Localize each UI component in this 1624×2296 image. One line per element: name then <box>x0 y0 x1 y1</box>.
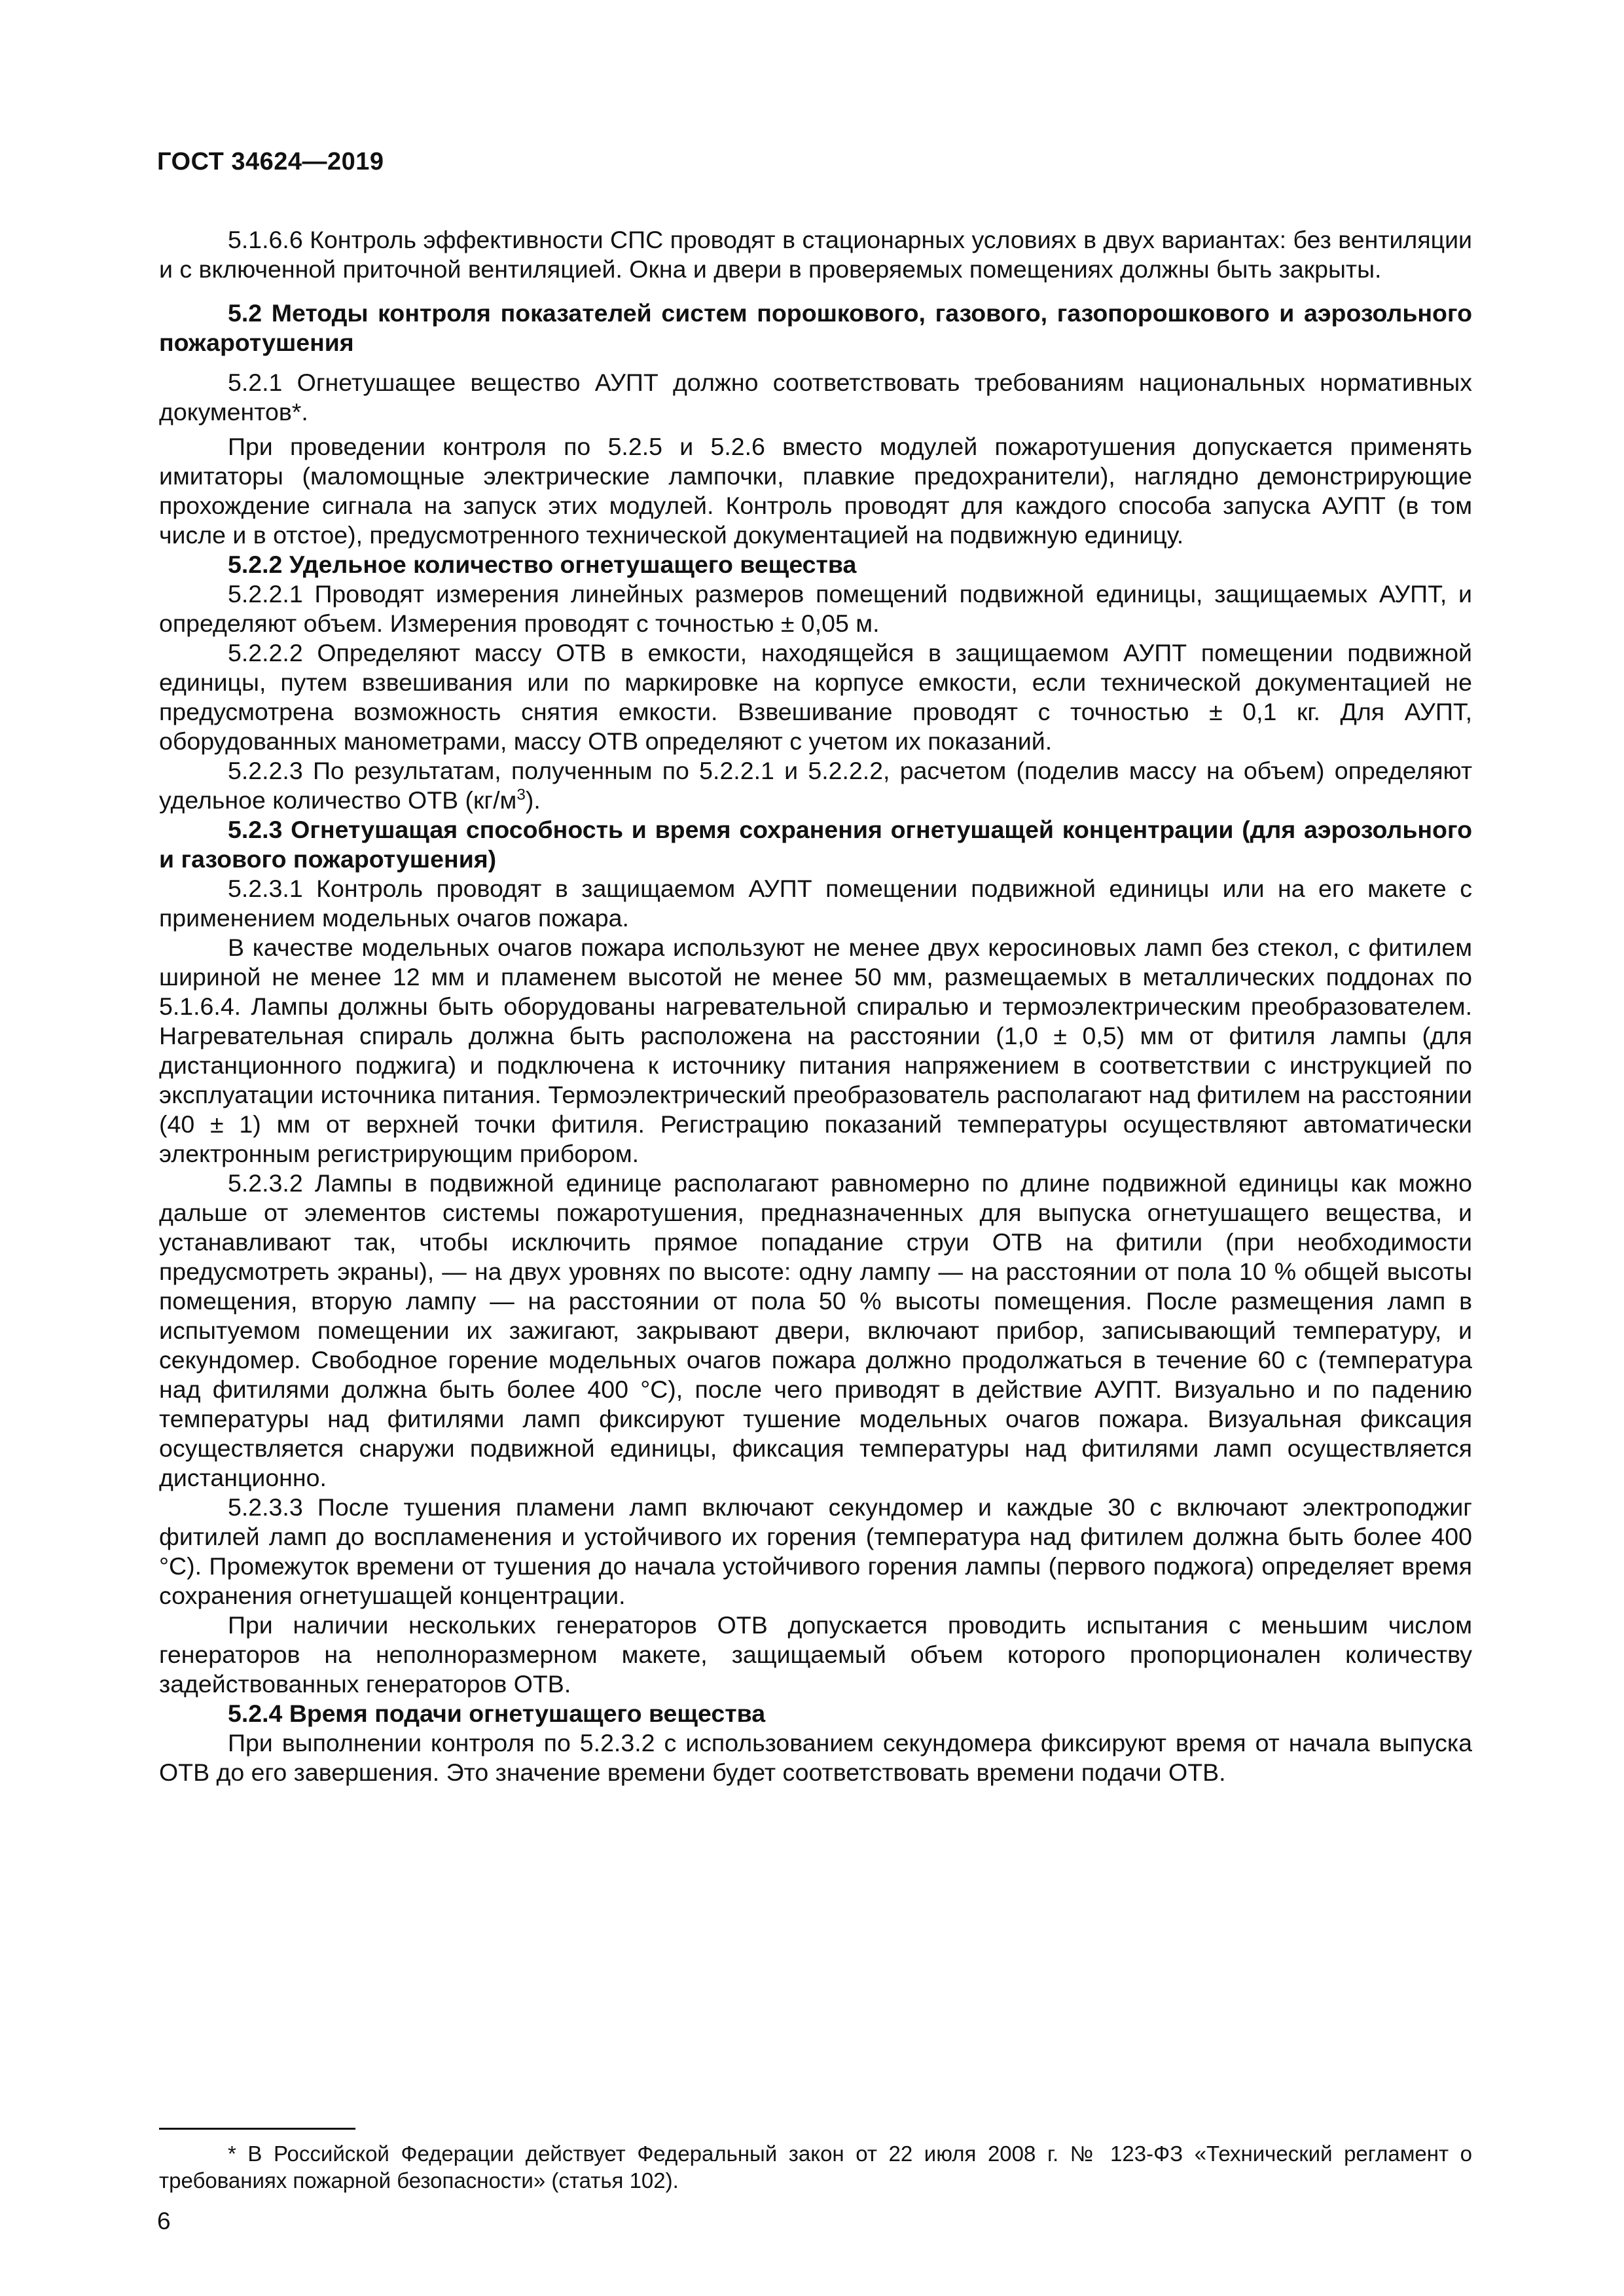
document-body <box>159 225 1472 1787</box>
subsection-heading-5-2-3: 5.2.3 Огнетушащая способность и время сохранения огнетушащей концентрации (для аэрозольного и газового пожаротушения) <box>159 816 1472 873</box>
paragraph-5-2-1: 5.2.1 Огнетушащее вещество АУПТ должно соответствовать требованиям национальных нормативных документов*. <box>159 369 1472 426</box>
paragraph-5-2-3-3: 5.2.3.3 После тушения пламени ламп включают секундомер и каждые 30 с включают электроподжиг фитилей ламп до воспламенения и устойчивого их горения (температура над фитилем должна быть более 400 °С). Промежуток времени от тушения до начала устойчивого горения лампы (первого поджога) определяет время сохранения огнетушащей концентрации. <box>159 1493 1472 1609</box>
paragraph-5-2-2-3-end: ). <box>525 786 541 814</box>
paragraph-model-fires: В качестве модельных очагов пожара используют не менее двух керосиновых ламп без стекол, с фитилем шириной не менее 12 мм и пламенем высотой не менее 50 мм, размещаемых в металлических поддонах по 5.1.6.4. Лампы должны быть оборудованы нагревательной спиралью и термоэлектрическим преобразователем. Нагревательная спираль должна быть расположена на расстоянии (1,0 ± 0,5) мм от фитиля лампы (для дистанционного поджига) и подключена к источнику питания напряжением в соответствии с инструкцией по эксплуатации источника питания. Термоэлектрический преобразователь располагают над фитилем на расстоянии (40 ± 1) мм от верхней точки фитиля. Регистрацию показаний температуры осуществляют автоматически электронным регистрирующим прибором. <box>159 934 1472 1167</box>
subsection-heading-5-2-2: 5.2.2 Удельное количество огнетушащего вещества <box>228 551 857 578</box>
paragraph-5-2-3-2: 5.2.3.2 Лампы в подвижной единице располагают равномерно по длине подвижной единицы как можно дальше от элементов системы пожаротушения, предназначенных для выпуска огнетушащего вещества, и устанавливают так, чтобы исключить прямое попадание струи ОТВ на фитили (при необходимости предусмотреть экраны), — на двух уровнях по высоте: одну лампу — на расстоянии от пола 10 % общей высоты помещения, вторую лампу — на расстоянии от пола 50 % высоты помещения. После размещения ламп в испытуемом помещении их зажигают, закрывают двери, включают прибор, записывающий температуру, и секундомер. Свободное горение модельных очагов пожара должно продолжаться в течение 60 с (температура над фитилями должна быть более 400 °С), после чего приводят в действие АУПТ. Визуально и по падению температуры над фитилями ламп фиксируют тушение модельных очагов пожара. Визуальная фиксация осуществляется снаружи подвижной единицы, фиксация температуры над фитилями ламп осуществляется дистанционно. <box>159 1169 1472 1491</box>
paragraph-5-2-2-1: 5.2.2.1 Проводят измерения линейных размеров помещений подвижной единицы, защищаемых АУПТ, и определяют объем. Измерения проводят с точностью ± 0,05 м. <box>159 580 1472 637</box>
paragraph-supply-time: При выполнении контроля по 5.2.3.2 с использованием секундомера фиксируют время от начала выпуска ОТВ до его завершения. Это значение времени будет соответствовать времени подачи ОТВ. <box>159 1729 1472 1786</box>
paragraph-5-1-6-6: 5.1.6.6 Контроль эффективности СПС проводят в стационарных условиях в двух вариантах: без вентиляции и с включенной приточной вентиляцией. Окна и двери в проверяемых помещениях должны быть закрыты. <box>159 226 1472 283</box>
footnote: * В Российской Федерации действует Федеральный закон от 22 июля 2008 г. № 123-ФЗ «Технический регламент о требованиях пожарной безопасности» (статья 102). <box>159 2141 1472 2193</box>
paragraph-5-2-3-1: 5.2.3.1 Контроль проводят в защищаемом АУПТ помещении подвижной единицы или на его макете с применением модельных очагов пожара. <box>159 875 1472 932</box>
paragraph-generators: При наличии нескольких генераторов ОТВ допускается проводить испытания с меньшим числом генераторов на неполноразмерном макете, защищаемый объем которого пропорционален количеству задействованных генераторов ОТВ. <box>159 1611 1472 1698</box>
document-header: ГОСТ 34624—2019 <box>157 148 384 175</box>
subsection-heading-5-2-4: 5.2.4 Время подачи огнетушащего вещества <box>228 1700 766 1727</box>
paragraph-5-2-2-3 <box>159 756 1472 815</box>
page-number: 6 <box>157 2208 171 2234</box>
paragraph-5-2-2-2: 5.2.2.2 Определяют массу ОТВ в емкости, находящейся в защищаемом АУПТ помещении подвижной единицы, путем взвешивания или по маркировке на корпусе емкости, если технической документацией не предусмотрена возможность снятия емкости. Взвешивание проводят с точностью ± 0,1 кг. Для АУПТ, оборудованных манометрами, массу ОТВ определяют с учетом их показаний. <box>159 639 1472 755</box>
section-heading-5-2: 5.2 Методы контроля показателей систем порошкового, газового, газопорошкового и аэрозольного пожаротушения <box>159 299 1472 356</box>
superscript-exponent: 3 <box>516 786 526 804</box>
footnote-divider <box>159 2128 355 2130</box>
paragraph-5-2-2-3-text: 5.2.2.3 По результатам, полученным по 5.2.2.1 и 5.2.2.2, расчетом (поделив массу на объем) определяют удельное количество ОТВ (кг/м <box>159 757 1472 814</box>
paragraph-imitators: При проведении контроля по 5.2.5 и 5.2.6 вместо модулей пожаротушения допускается применять имитаторы (маломощные электрические лампочки, плавкие предохранители), наглядно демонстрирующие прохождение сигнала на запуск этих модулей. Контроль проводят для каждого способа запуска АУПТ (в том числе и в отстое), предусмотренного технической документацией на подвижную единицу. <box>159 433 1472 549</box>
